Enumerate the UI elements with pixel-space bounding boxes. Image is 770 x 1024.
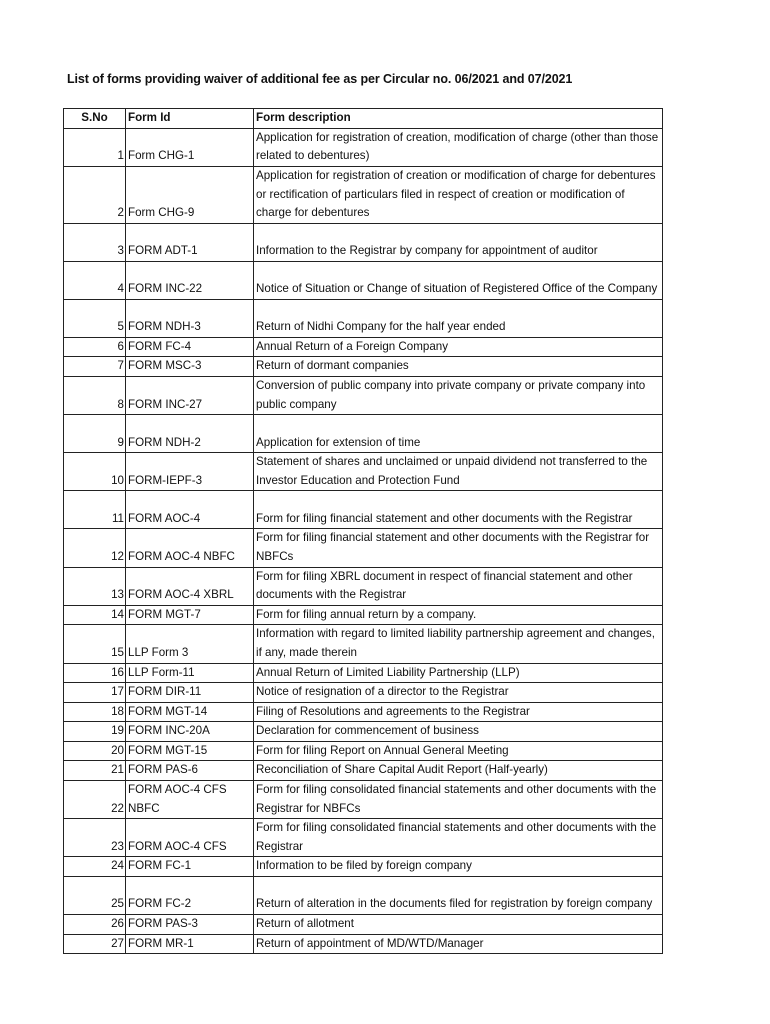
row-form-id: LLP Form-11	[126, 663, 254, 683]
row-sno: 11	[64, 491, 126, 529]
row-description: Form for filing financial statement and other documents with the Registrar for NBFCs	[254, 529, 663, 567]
row-description: Return of Nidhi Company for the half year ended	[254, 299, 663, 337]
row-form-id: Form CHG-9	[126, 166, 254, 223]
row-form-id: FORM INC-20A	[126, 722, 254, 742]
row-sno: 8	[64, 376, 126, 414]
row-description: Form for filing consolidated financial statements and other documents with the Registrar	[254, 819, 663, 857]
row-sno: 3	[64, 223, 126, 261]
row-description: Return of appointment of MD/WTD/Manager	[254, 934, 663, 954]
table-row	[64, 663, 663, 683]
table-row	[64, 722, 663, 742]
row-sno: 10	[64, 453, 126, 491]
row-form-id: FORM MGT-15	[126, 741, 254, 761]
row-sno: 27	[64, 934, 126, 954]
row-form-id: FORM-IEPF-3	[126, 453, 254, 491]
table-row	[64, 934, 663, 954]
row-form-id: FORM INC-22	[126, 261, 254, 299]
row-sno: 26	[64, 915, 126, 935]
row-description: Form for filing Report on Annual General Meeting	[254, 741, 663, 761]
table-row	[64, 819, 663, 857]
forms-table	[63, 108, 663, 954]
row-description: Annual Return of Limited Liability Partnership (LLP)	[254, 663, 663, 683]
row-sno: 23	[64, 819, 126, 857]
row-form-id: FORM AOC-4 NBFC	[126, 529, 254, 567]
row-form-id: FORM DIR-11	[126, 683, 254, 703]
row-description: Application for extension of time	[254, 415, 663, 453]
row-sno: 6	[64, 337, 126, 357]
table-row	[64, 529, 663, 567]
table-row	[64, 781, 663, 819]
row-description: Application for registration of creation or modification of charge for debentures or rectification of particulars filed in respect of creation or modification of charge for debentures	[254, 166, 663, 223]
row-sno: 16	[64, 663, 126, 683]
table-row	[64, 299, 663, 337]
row-form-id: FORM NDH-2	[126, 415, 254, 453]
table-row	[64, 877, 663, 915]
row-description: Reconciliation of Share Capital Audit Report (Half-yearly)	[254, 761, 663, 781]
row-form-id: FORM FC-2	[126, 877, 254, 915]
row-sno: 24	[64, 857, 126, 877]
row-sno: 14	[64, 605, 126, 625]
row-form-id: FORM AOC-4 CFS NBFC	[126, 781, 254, 819]
table-row	[64, 567, 663, 605]
row-description: Conversion of public company into private company or private company into public company	[254, 376, 663, 414]
row-sno: 17	[64, 683, 126, 703]
row-form-id: FORM MGT-7	[126, 605, 254, 625]
table-row	[64, 683, 663, 703]
table-row	[64, 625, 663, 663]
table-row	[64, 702, 663, 722]
row-form-id: FORM FC-1	[126, 857, 254, 877]
table-row	[64, 261, 663, 299]
row-form-id: FORM PAS-3	[126, 915, 254, 935]
row-sno: 12	[64, 529, 126, 567]
page-title: List of forms providing waiver of additional fee as per Circular no. 06/2021 and 07/2021	[67, 72, 573, 86]
table-row	[64, 605, 663, 625]
table-header-row	[64, 109, 663, 129]
row-sno: 21	[64, 761, 126, 781]
row-description: Declaration for commencement of business	[254, 722, 663, 742]
row-form-id: Form CHG-1	[126, 128, 254, 166]
row-sno: 1	[64, 128, 126, 166]
table-row	[64, 857, 663, 877]
row-description: Return of alteration in the documents filed for registration by foreign company	[254, 877, 663, 915]
row-sno: 9	[64, 415, 126, 453]
row-description: Form for filing consolidated financial statements and other documents with the Registrar for NBFCs	[254, 781, 663, 819]
table-row	[64, 915, 663, 935]
row-description: Information to be filed by foreign company	[254, 857, 663, 877]
row-form-id: FORM FC-4	[126, 337, 254, 357]
row-form-id: LLP Form 3	[126, 625, 254, 663]
row-description: Annual Return of a Foreign Company	[254, 337, 663, 357]
row-sno: 5	[64, 299, 126, 337]
row-description: Return of allotment	[254, 915, 663, 935]
row-form-id: FORM MSC-3	[126, 357, 254, 377]
row-form-id: FORM PAS-6	[126, 761, 254, 781]
table-row	[64, 337, 663, 357]
row-description: Form for filing annual return by a company.	[254, 605, 663, 625]
row-sno: 25	[64, 877, 126, 915]
header-sno: S.No	[64, 109, 126, 129]
row-form-id: FORM AOC-4 XBRL	[126, 567, 254, 605]
row-sno: 15	[64, 625, 126, 663]
table-row	[64, 357, 663, 377]
row-sno: 7	[64, 357, 126, 377]
row-description: Notice of resignation of a director to the Registrar	[254, 683, 663, 703]
table-row	[64, 376, 663, 414]
row-description: Information with regard to limited liability partnership agreement and changes, if any, made therein	[254, 625, 663, 663]
table-row	[64, 741, 663, 761]
row-description: Information to the Registrar by company for appointment of auditor	[254, 223, 663, 261]
table-row	[64, 223, 663, 261]
table-row	[64, 491, 663, 529]
row-sno: 2	[64, 166, 126, 223]
row-sno: 4	[64, 261, 126, 299]
row-description: Filing of Resolutions and agreements to the Registrar	[254, 702, 663, 722]
row-form-id: FORM MGT-14	[126, 702, 254, 722]
header-form-id: Form Id	[126, 109, 254, 129]
row-description: Notice of Situation or Change of situation of Registered Office of the Company	[254, 261, 663, 299]
row-description: Form for filing XBRL document in respect of financial statement and other documents with the Registrar	[254, 567, 663, 605]
row-form-id: FORM NDH-3	[126, 299, 254, 337]
row-sno: 18	[64, 702, 126, 722]
table-row	[64, 128, 663, 166]
row-form-id: FORM MR-1	[126, 934, 254, 954]
row-sno: 13	[64, 567, 126, 605]
table-row	[64, 415, 663, 453]
row-description: Return of dormant companies	[254, 357, 663, 377]
row-form-id: FORM AOC-4	[126, 491, 254, 529]
row-sno: 22	[64, 781, 126, 819]
row-sno: 19	[64, 722, 126, 742]
table-row	[64, 761, 663, 781]
row-sno: 20	[64, 741, 126, 761]
row-form-id: FORM AOC-4 CFS	[126, 819, 254, 857]
table-row	[64, 166, 663, 223]
row-form-id: FORM INC-27	[126, 376, 254, 414]
row-description: Form for filing financial statement and other documents with the Registrar	[254, 491, 663, 529]
row-form-id: FORM ADT-1	[126, 223, 254, 261]
row-description: Statement of shares and unclaimed or unpaid dividend not transferred to the Investor Education and Protection Fund	[254, 453, 663, 491]
row-description: Application for registration of creation, modification of charge (other than those related to debentures)	[254, 128, 663, 166]
table-row	[64, 453, 663, 491]
header-description: Form description	[254, 109, 663, 129]
